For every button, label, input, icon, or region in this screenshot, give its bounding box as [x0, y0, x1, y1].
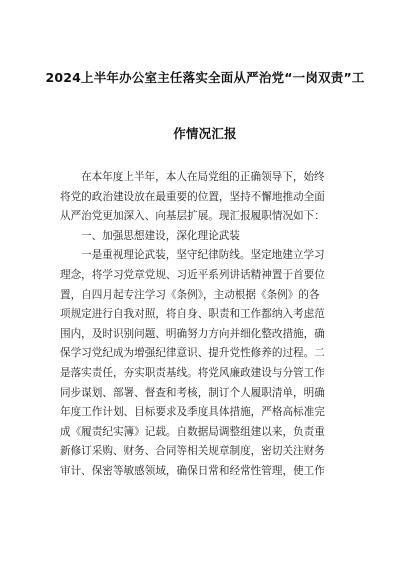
section-heading: 一、加强思想建设，深化理论武装	[81, 229, 240, 242]
body-line: 一是重视理论武装，坚守纪律防线。坚定地建立学习	[81, 249, 325, 262]
body-line: 理念，将学习党章党规、习近平系列讲话精神置于首要位	[60, 268, 325, 281]
body-line: 围内，及时识别问题、明确努力方向并细化整改措施，确	[60, 327, 325, 340]
body-line: 在本年度上半年，本人在局党组的正确领导下，始终	[81, 171, 325, 183]
body-line: 从严治党更加深入、向基层扩展。现汇报履职情况如下：	[60, 210, 325, 223]
body-line: 年度工作计划、目标要求及季度具体措施，严格高标准完	[60, 406, 325, 419]
body-line: 成《履责纪实簿》记载。自数据局调整组建以来，负责重	[60, 425, 325, 438]
body-line: 项规定进行自我对照，将自身、职责和工作都纳入考虑范	[60, 308, 325, 321]
body-line: 审计、保密等敏感领域，确保日常和经常性管理，使工作	[60, 464, 325, 477]
body-line: 同步谋划、部署、督查和考核，制订个人履职清单，明确	[60, 386, 325, 399]
document-body	[60, 168, 360, 482]
document-title-line-2: 作情况汇报	[173, 126, 237, 141]
body-line: 保学习党纪成为增强纪律意识、提升党性修养的过程。二	[60, 347, 325, 360]
document-title-line-1: 2024上半年办公室主任落实全面从严治党“一岗双责”工	[45, 70, 365, 85]
body-line: 新修订采购、财务、合同等相关规章制度，密切关注财务	[60, 445, 325, 458]
body-line: 是落实责任，夯实职责基线。将党风廉政建设与分管工作	[60, 366, 325, 379]
body-line: 将党的政治建设放在最重要的位置，坚持不懈地推动全面	[60, 190, 325, 203]
body-line: 置，自四月起专注学习《条例》，主动根据《条例》的各	[60, 288, 320, 301]
